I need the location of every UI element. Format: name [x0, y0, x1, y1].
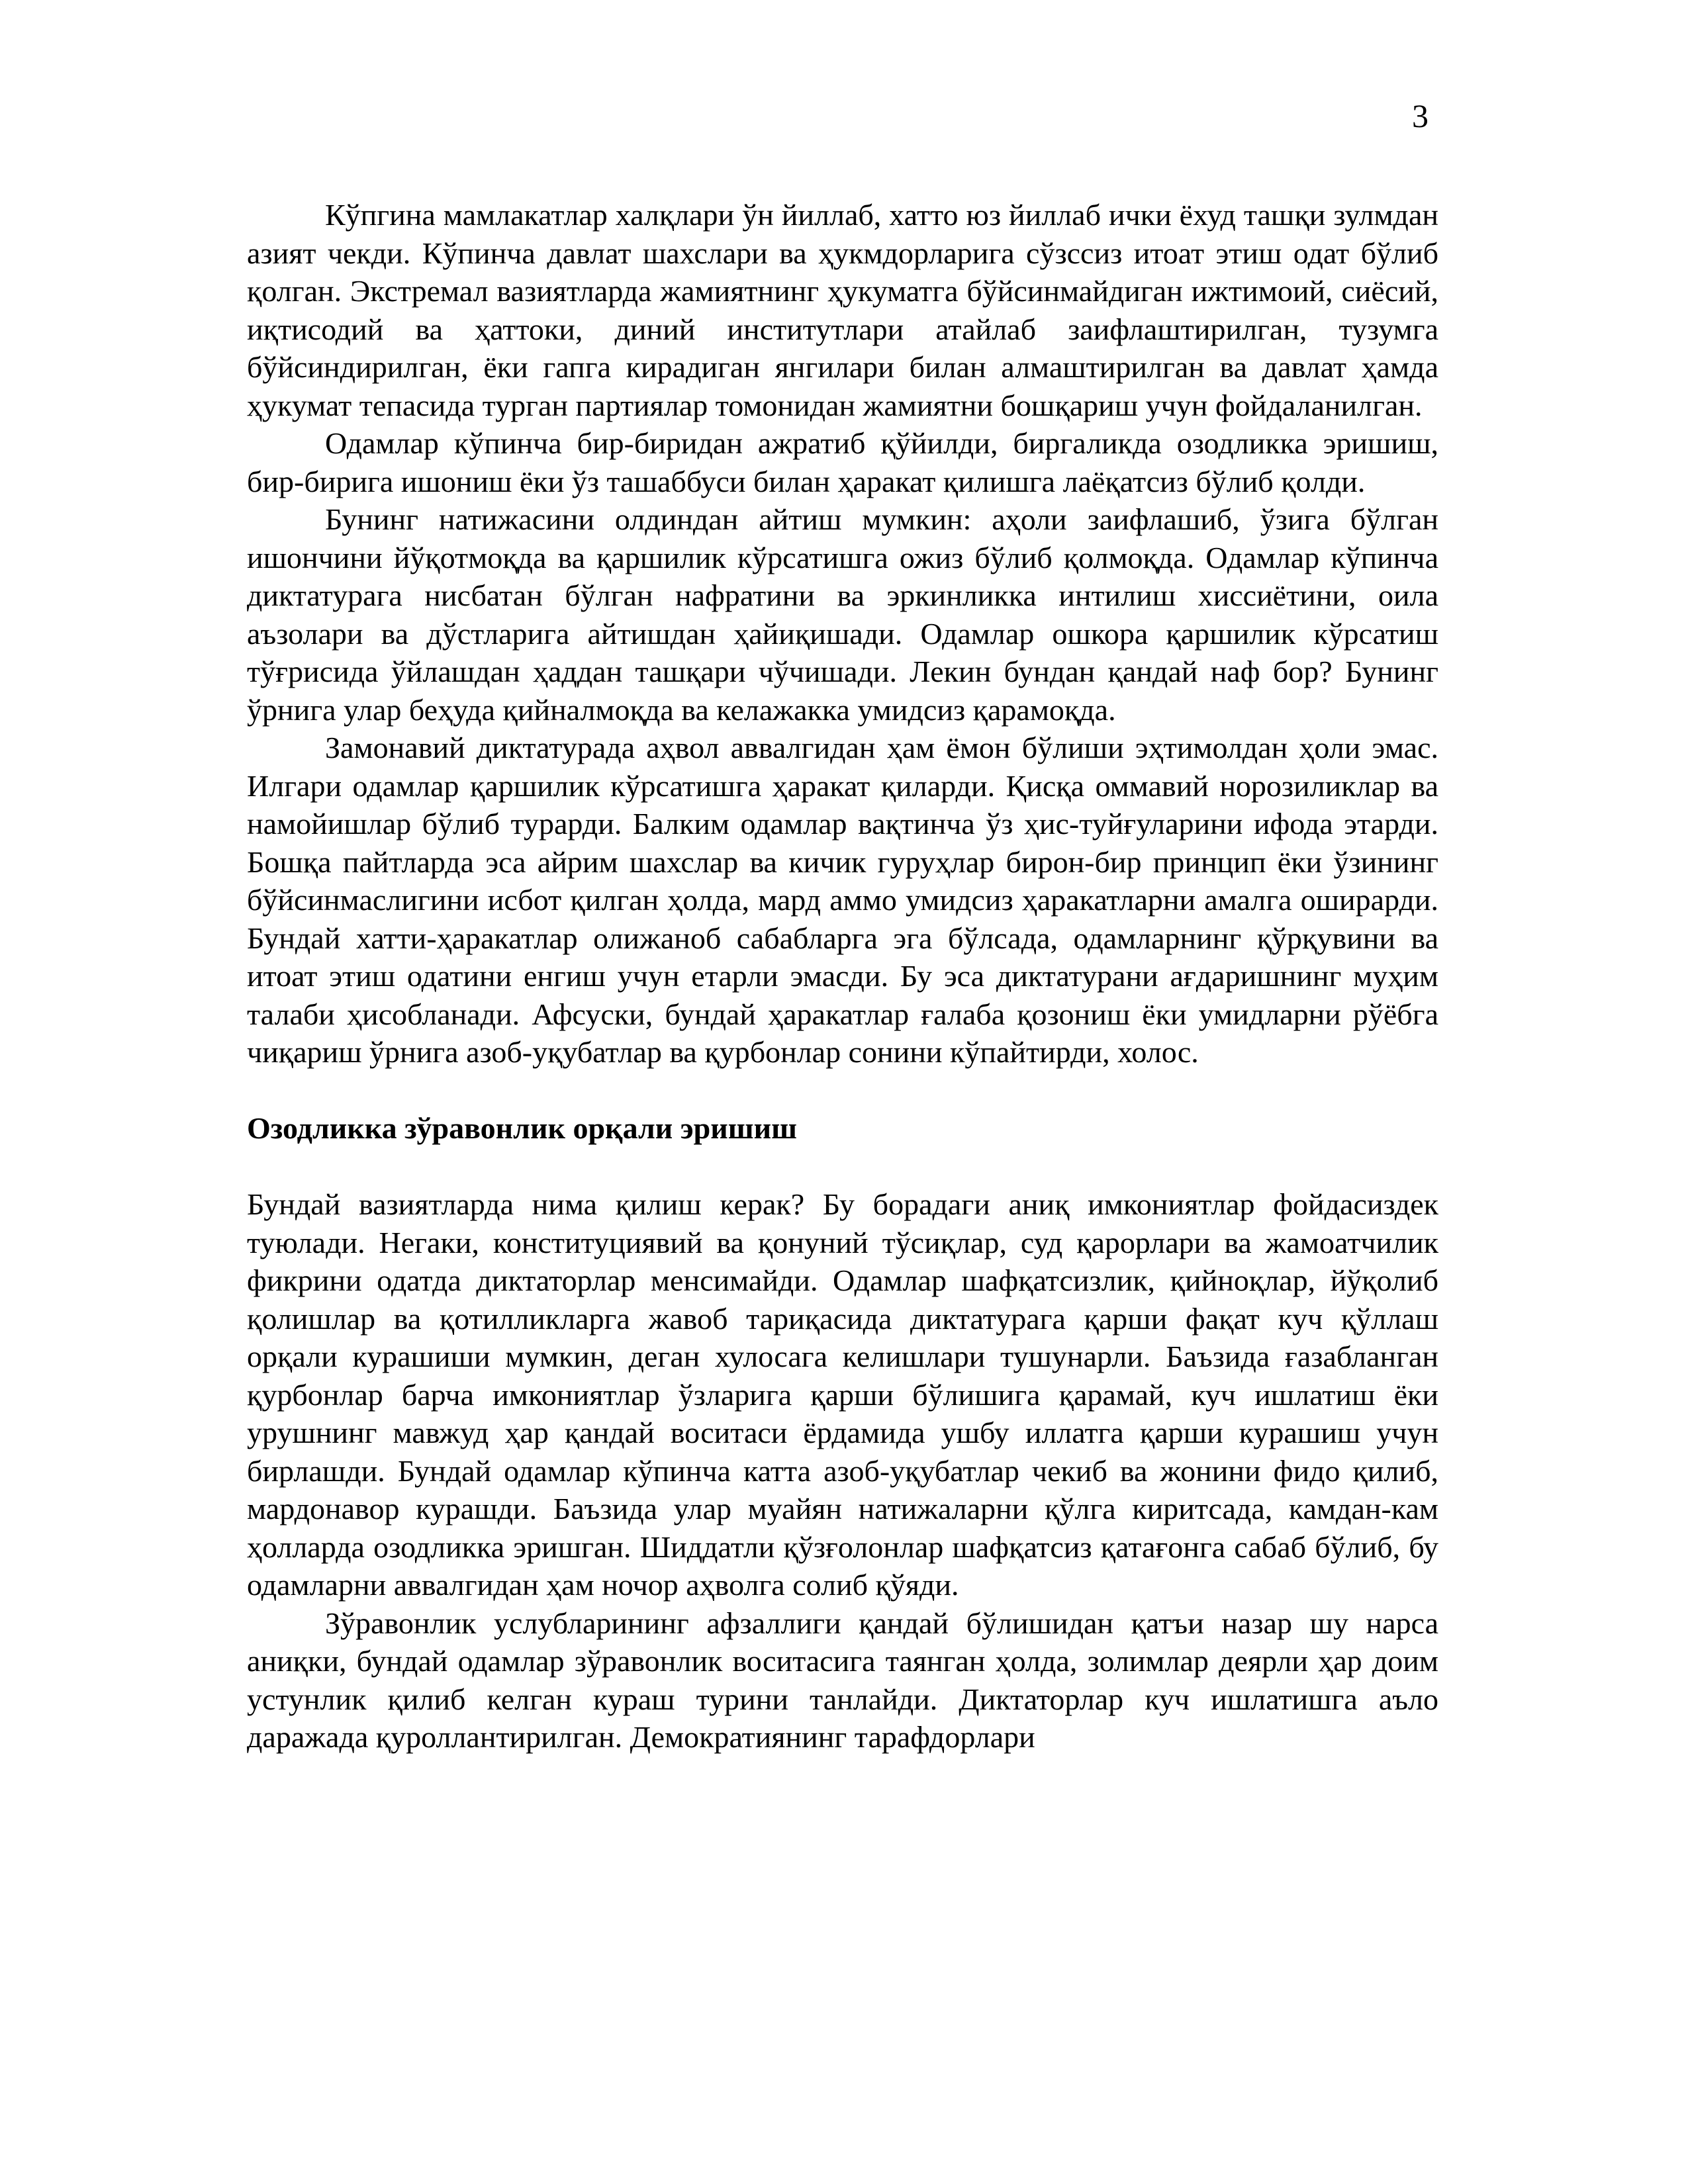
- paragraph-2: Одамлар кўпинча бир-биридан ажратиб қўйилди, биргаликда озодликка эришиш, бир-бирига ишониш ёки ўз ташаббуси билан ҳаракат қилишга лаёқатсиз бўлиб қолди.: [247, 426, 1438, 498]
- page-number: 3: [1412, 97, 1429, 134]
- paragraph-4: Замонавий диктатурада аҳвол аввалгидан ҳам ёмон бўлиши эҳтимолдан ҳоли эмас. Илгари одамлар қаршилик кўрсатишга ҳаракат қиларди. Қисқа оммавий норозиликлар ва намойишлар бўлиб турарди. Балким одамлар вақтинча ўз ҳис-туйғуларини ифода этарди. Бошқа пайтларда эса айрим шахслар ва кичик гуруҳлар бирон-бир принцип ёки ўзининг бўйсинмаслигини исбот қилган ҳолда, мард аммо умидсиз ҳаракатларни амалга оширарди. Бундай хатти-ҳаракатлар олижаноб сабабларга эга бўлсада, одамларнинг қўрқувини ва итоат этиш одатини енгиш учун етарли эмасди. Бу эса диктатурани ағдаришнинг муҳим талаби ҳисобланади. Афсуски, бундай ҳаракатлар ғалаба қозониш ёки умидларни рўёбга чиқариш ўрнига азоб-уқубатлар ва қурбонлар сонини кўпайтирди, холос.: [247, 731, 1438, 1069]
- document-body: [247, 196, 1438, 1756]
- paragraph-1: Кўпгина мамлакатлар халқлари ўн йиллаб, хатто юз йиллаб ички ёхуд ташқи зулмдан азият чекди. Кўпинча давлат шахслари ва ҳукмдорларига сўзссиз итоат этиш одат бўлиб қолган. Экстремал вазиятларда жамиятнинг ҳукуматга бўйсинмайдиган ижтимоий, сиёсий, иқтисодий ва ҳаттоки, диний институтлари атайлаб заифлаштирилган, тузумга бўйсиндирилган, ёки гапга кирадиган янгилари билан алмаштирилган ва давлат ҳамда ҳукумат тепасида турган партиялар томонидан жамиятни бошқариш учун фойдаланилган.: [247, 198, 1438, 422]
- section-heading: Озодликка зўравонлик орқали эришиш: [247, 1111, 797, 1145]
- paragraph-5: Бундай вазиятларда нима қилиш керак? Бу борадаги аниқ имкониятлар фойдасиздек туюлади. Негаки, конституциявий ва қонуний тўсиқлар, суд қарорлари ва жамоатчилик фикрини одатда диктаторлар менсимайди. Одамлар шафқатсизлик, қийноқлар, йўқолиб қолишлар ва қотилликларга жавоб тариқасида диктатурага қарши фақат куч қўллаш орқали курашиши мумкин, деган хулосага келишлари тушунарли. Баъзида ғазабланган қурбонлар барча имкониятлар ўзларига қарши бўлишига қарамай, куч ишлатиш ёки урушнинг мавжуд ҳар қандай воситаси ёрдамида ушбу иллатга қарши курашиш учун бирлашди. Бундай одамлар кўпинча катта азоб-уқубатлар чекиб ва жонини фидо қилиб, мардонавор курашди. Баъзида улар муайян натижаларни қўлга киритсада, камдан-кам ҳолларда озодликка эришган. Шиддатли қўзғолонлар шафқатсиз қатағонга сабаб бўлиб, бу одамларни аввалгидан ҳам ночор аҳволга солиб қўяди.: [247, 1187, 1438, 1602]
- paragraph-6: Зўравонлик услубларининг афзаллиги қандай бўлишидан қатъи назар шу нарса аниқки, бундай одамлар зўравонлик воситасига таянган ҳолда, золимлар деярли ҳар доим устунлик қилиб келган кураш турини танлайди. Диктаторлар куч ишлатишга аъло даражада қуроллантирилган. Демократиянинг тарафдорлари: [247, 1606, 1438, 1754]
- paragraph-3: Бунинг натижасини олдиндан айтиш мумкин: аҳоли заифлашиб, ўзига бўлган ишончини йўқотмоқда ва қаршилик кўрсатишга ожиз бўлиб қолмоқда. Одамлар кўпинча диктатурага нисбатан бўлган нафратини ва эркинликка интилиш хиссиётини, оила аъзолари ва дўстларига айтишдан ҳайиқишади. Одамлар ошкора қаршилик кўрсатиш тўғрисида ўйлашдан ҳаддан ташқари чўчишади. Лекин бундан қандай наф бор? Бунинг ўрнига улар беҳуда қийналмоқда ва келажакка умидсиз қарамоқда.: [247, 502, 1438, 727]
